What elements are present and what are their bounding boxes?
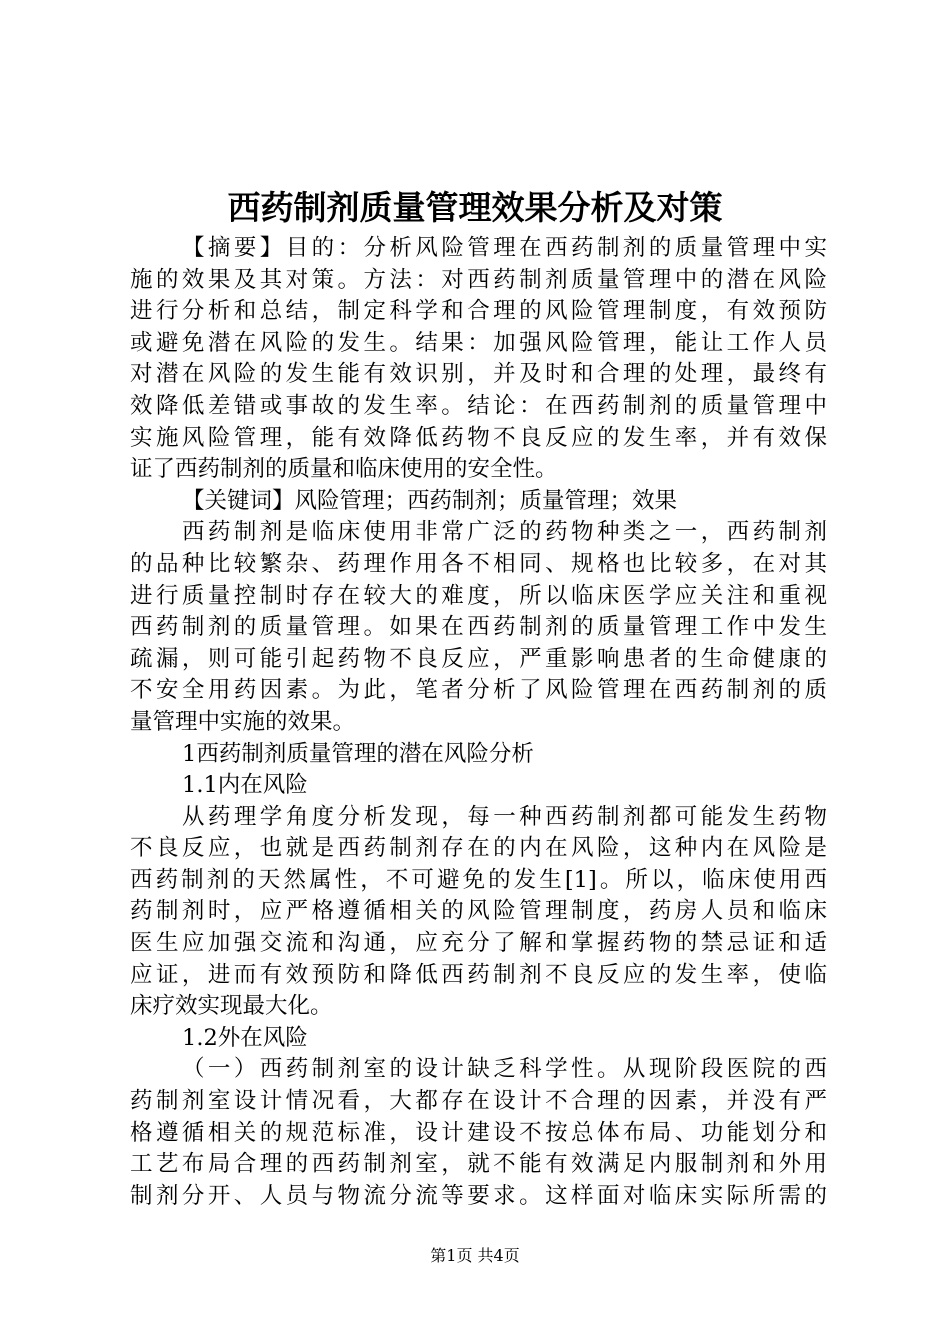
- body-text-line: 量管理中实施的效果。: [130, 708, 356, 735]
- body-text-line: 药制剂室设计情况看，大都存在设计不合理的因素，并没有严: [130, 1088, 827, 1115]
- body-text-line: 的品种比较繁杂、药理作用各不相同、规格也比较多，在对其: [130, 550, 827, 577]
- body-text-line: 制剂分开、人员与物流分流等要求。这样面对临床实际所需的: [130, 1182, 827, 1209]
- body-text-line: 【摘要】目的：分析风险管理在西药制剂的质量管理中实: [182, 235, 827, 261]
- body-text-line: 药制剂时，应严格遵循相关的风险管理制度，药房人员和临床: [130, 898, 827, 925]
- body-text-line: 医生应加强交流和沟通，应充分了解和掌握药物的禁忌证和适: [130, 930, 827, 957]
- body-text-line: 不安全用药因素。为此，笔者分析了风险管理在西药制剂的质: [130, 677, 827, 704]
- body-text-line: 西药制剂是临床使用非常广泛的药物种类之一，西药制剂: [182, 519, 827, 546]
- body-text-line: 证了西药制剂的质量和临床使用的安全性。: [130, 456, 558, 483]
- body-text-line: 施的效果及其对策。方法：对西药制剂质量管理中的潜在风险: [130, 266, 827, 293]
- body-text-line: 应证，进而有效预防和降低西药制剂不良反应的发生率，使临: [130, 961, 827, 988]
- body-text-line: 从药理学角度分析发现，每一种西药制剂都可能发生药物: [182, 803, 827, 830]
- body-text-line: 1西药制剂质量管理的潜在风险分析: [182, 740, 534, 767]
- body-text-line: 或避免潜在风险的发生。结果：加强风险管理，能让工作人员: [130, 329, 827, 356]
- body-text-line: 工艺布局合理的西药制剂室，就不能有效满足内服制剂和外用: [130, 1151, 827, 1178]
- body-text-line: 实施风险管理，能有效降低药物不良反应的发生率，并有效保: [130, 424, 827, 451]
- body-text-line: 效降低差错或事故的发生率。结论：在西药制剂的质量管理中: [130, 392, 827, 419]
- body-text-line: 【关键词】风险管理；西药制剂；质量管理；效果: [182, 487, 678, 514]
- body-text-line: 格遵循相关的规范标准，设计建设不按总体布局、功能划分和: [130, 1119, 827, 1146]
- body-text-line: 疏漏，则可能引起药物不良反应，严重影响患者的生命健康的: [130, 645, 827, 672]
- page-footer: 第1页 共4页: [430, 1246, 520, 1265]
- body-text-line: 对潜在风险的发生能有效识别，并及时和合理的处理，最终有: [130, 361, 827, 388]
- body-text-line: 不良反应，也就是西药制剂存在的内在风险，这种内在风险是: [130, 835, 827, 862]
- body-text-line: 1.2外在风险: [182, 1024, 308, 1051]
- document-body: [130, 233, 827, 1212]
- body-text-line: 进行质量控制时存在较大的难度，所以临床医学应关注和重视: [130, 582, 827, 609]
- body-text-line: 床疗效实现最大化。: [130, 993, 333, 1020]
- body-text-line: 1.1内在风险: [182, 772, 308, 799]
- body-text-line: （一）西药制剂室的设计缺乏科学性。从现阶段医院的西: [182, 1056, 827, 1083]
- document-title: 西药制剂质量管理效果分析及对策: [227, 188, 723, 227]
- body-text-line: 西药制剂的质量管理。如果在西药制剂的质量管理工作中发生: [130, 614, 827, 641]
- body-text-line: 西药制剂的天然属性，不可避免的发生[1]。所以，临床使用西: [130, 866, 827, 893]
- body-text-line: 进行分析和总结，制定科学和合理的风险管理制度，有效预防: [130, 298, 827, 325]
